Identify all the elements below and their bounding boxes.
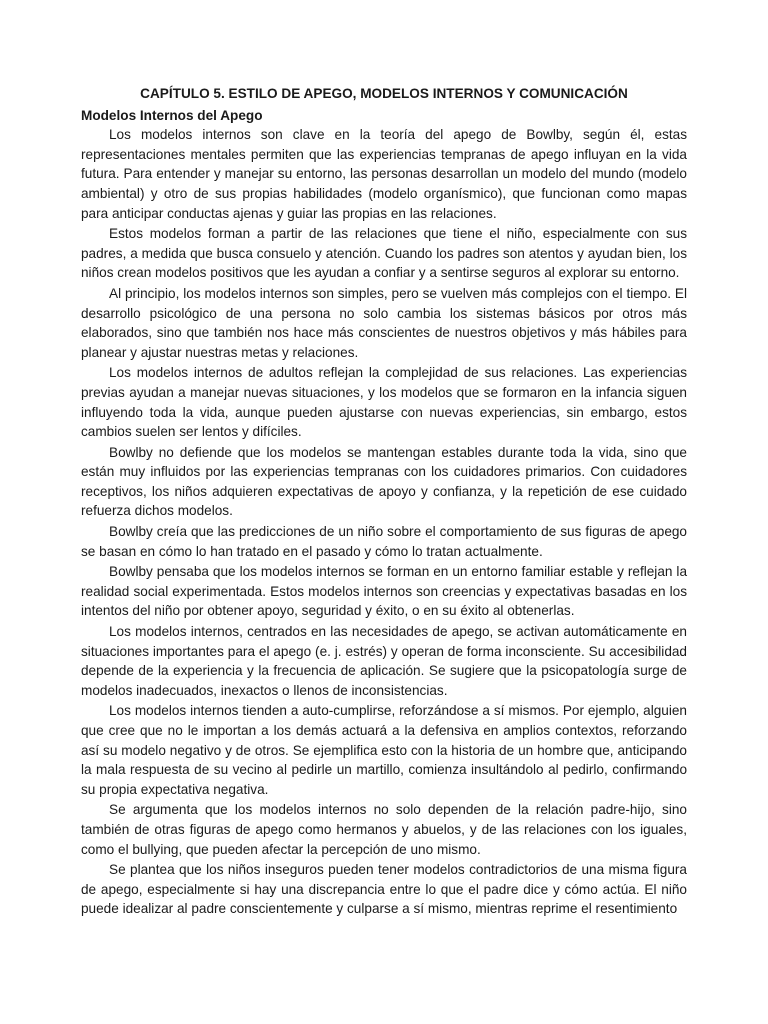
document-page [81, 84, 687, 920]
paragraph: Se argumenta que los modelos internos no solo dependen de la relación padre-hijo, sino también de otras figuras de apego como hermanos y abuelos, y de las relaciones con los iguales, como el bullying, que pueden afectar la percepción de uno mismo. [81, 802, 687, 857]
paragraph: Al principio, los modelos internos son simples, pero se vuelven más complejos con el tiempo. El desarrollo psicológico de una persona no solo cambia los sistemas básicos por otros más elaborados, sino que también nos hace más conscientes de nuestros objetivos y más hábiles para planear y ajustar nuestras metas y relaciones. [81, 285, 687, 360]
paragraph: Bowlby creía que las predicciones de un niño sobre el comportamiento de sus figuras de apego se basan en cómo lo han tratado en el pasado y cómo lo tratan actualmente. [81, 524, 687, 559]
paragraph: Estos modelos forman a partir de las relaciones que tiene el niño, especialmente con sus padres, a medida que busca consuelo y atención. Cuando los padres son atentos y ayudan bien, los niños crean modelos positivos que les ayudan a confiar y a sentirse seguros al explorar su entorno. [81, 226, 687, 281]
paragraph: Los modelos internos de adultos reflejan la complejidad de sus relaciones. Las experiencias previas ayudan a manejar nuevas situaciones, y los modelos que se formaron en la infancia siguen influyendo toda la vida, aunque pueden ajustarse con nuevas experiencias, sin embargo, estos cambios suelen ser lentos y difíciles. [81, 365, 687, 440]
paragraph: Se plantea que los niños inseguros pueden tener modelos contradictorios de una misma figura de apego, especialmente si hay una discrepancia entre lo que el padre dice y cómo actúa. El niño puede idealizar al padre conscientemente y culparse a sí mismo, mientras reprime el resentimiento [81, 862, 687, 917]
paragraph: Bowlby pensaba que los modelos internos se forman en un entorno familiar estable y reflejan la realidad social experimentada. Estos modelos internos son creencias y expectativas basadas en los intentos del niño por obtener apoyo, seguridad y éxito, o en su éxito al obtenerlas. [81, 564, 687, 619]
chapter-title: CAPÍTULO 5. ESTILO DE APEGO, MODELOS INTERNOS Y COMUNICACIÓN [140, 86, 628, 101]
section-heading: Modelos Internos del Apego [81, 107, 263, 123]
paragraph: Los modelos internos tienden a auto-cumplirse, reforzándose a sí mismos. Por ejemplo, alguien que cree que no le importan a los demás actuará a la defensiva en amplios contextos, reforzando así su modelo negativo y de otros. Se ejemplifica esto con la historia de un hombre que, anticipando la mala respuesta de su vecino al pedirle un martillo, comienza insultándolo al pedirlo, confirmando su propia expectativa negativa. [81, 703, 687, 797]
paragraph: Los modelos internos, centrados en las necesidades de apego, se activan automáticamente en situaciones importantes para el apego (e. j. estrés) y operan de forma inconsciente. Su accesibilidad depende de la experiencia y la frecuencia de aplicación. Se sugiere que la psicopatología surge de modelos inadecuados, inexactos o llenos de inconsistencias. [81, 624, 687, 698]
paragraph: Bowlby no defiende que los modelos se mantengan estables durante toda la vida, sino que están muy influidos por las experiencias tempranas con los cuidadores primarios. Con cuidadores receptivos, los niños adquieren expectativas de apoyo y confianza, y la repetición de ese cuidado refuerza dichos modelos. [81, 444, 687, 519]
paragraph: Los modelos internos son clave en la teoría del apego de Bowlby, según él, estas representaciones mentales permiten que las experiencias tempranas de apego influyan en la vida futura. Para entender y manejar su entorno, las personas desarrollan un modelo del mundo (modelo ambiental) y otro de sus propias habilidades (modelo organísmico), que funcionan como mapas para anticipar conductas ajenas y guiar las propias en las relaciones. [81, 127, 687, 221]
